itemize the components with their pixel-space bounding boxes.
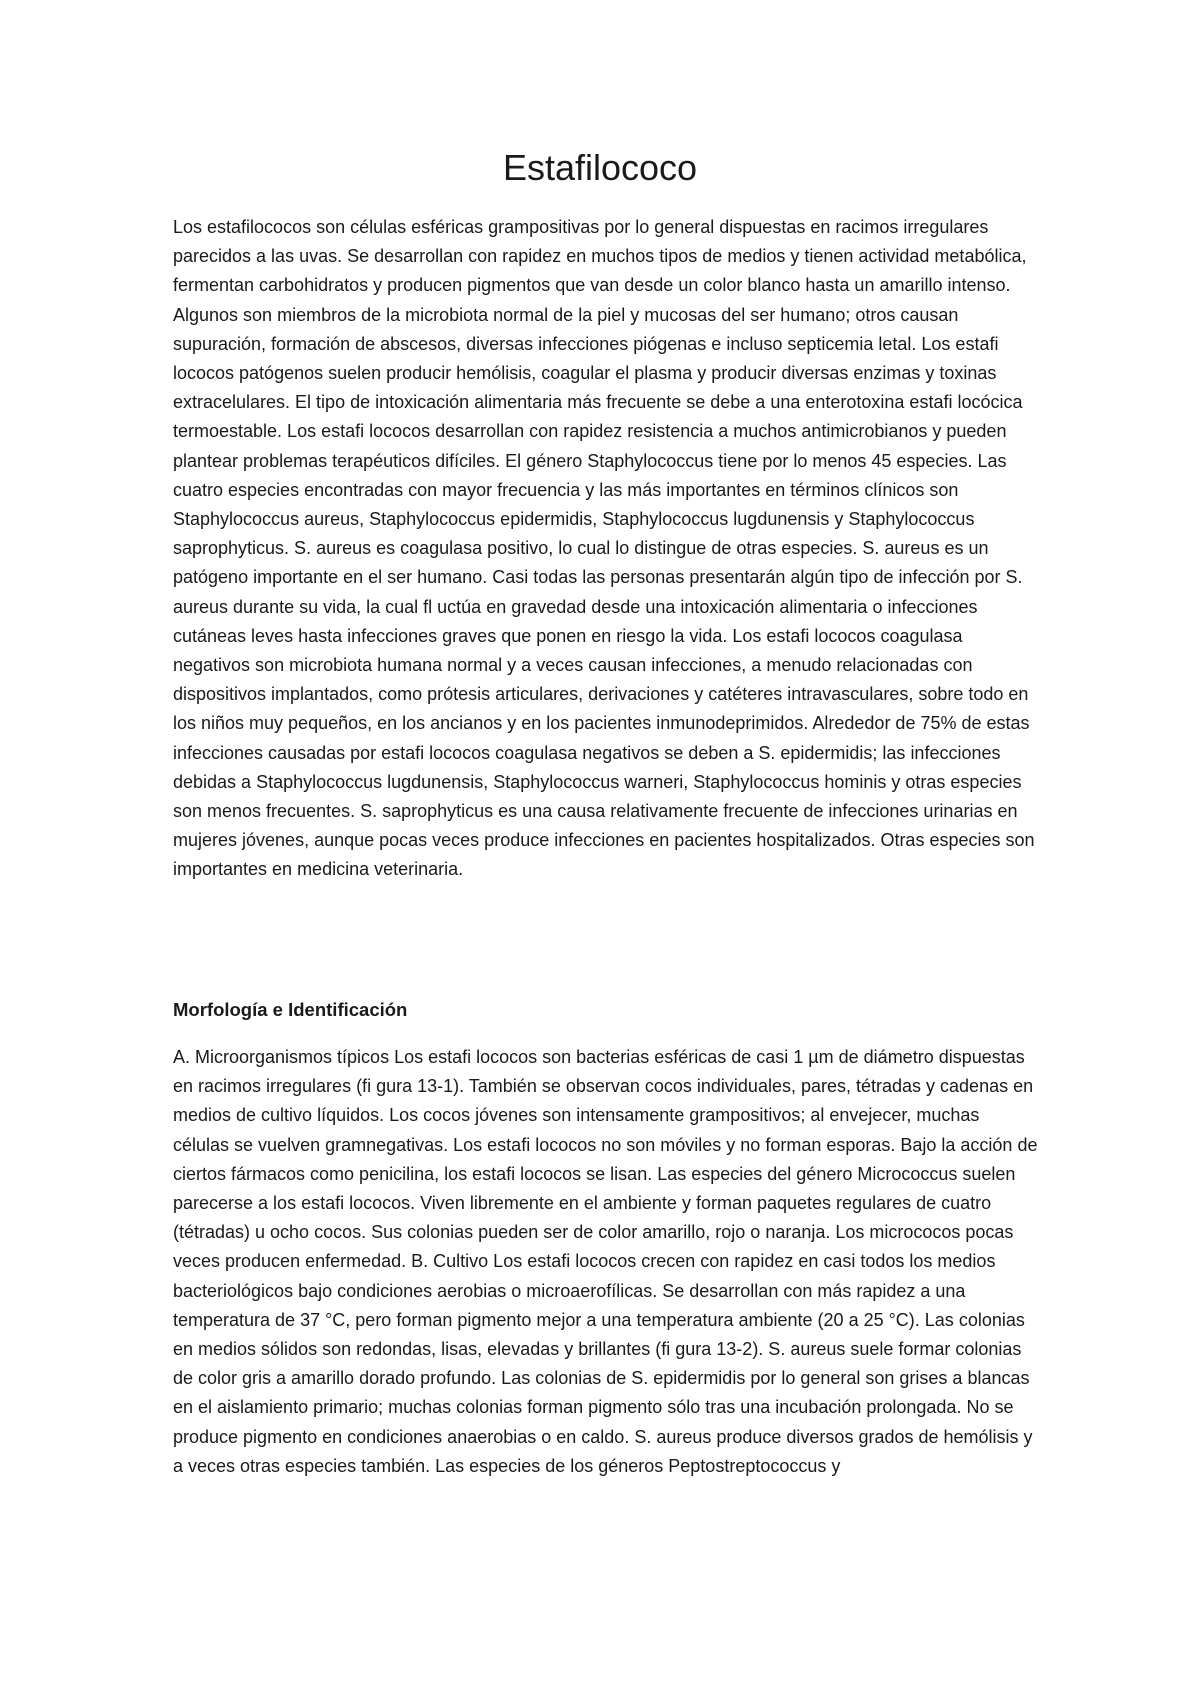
morfologia-paragraph: A. Microorganismos típicos Los estafi lococos son bacterias esféricas de casi 1 µm de diámetro dispuestas en racimos irregulares (fi gura 13-1). También se observan cocos individuales, pares, tétradas y cadenas en medios de cultivo líquidos. Los cocos jóvenes son intensamente grampositivos; al envejecer, muchas células se vuelven gramnegativas. Los estafi lococos no son móviles y no forman esporas. Bajo la acción de ciertos fármacos como penicilina, los estafi lococos se lisan. Las especies del género Micrococcus suelen parecerse a los estafi lococos. Viven libremente en el ambiente y forman paquetes regulares de cuatro (tétradas) u ocho cocos. Sus colonias pueden ser de color amarillo, rojo o naranja. Los micrococos pocas veces producen enfermedad. B. Cultivo Los estafi lococos crecen con rapidez en casi todos los medios bacteriológicos bajo condiciones aerobias o microaerofílicas. Se desarrollan con más rapidez a una temperatura de 37 °C, pero forman pigmento mejor a una temperatura ambiente (20 a 25 °C). Las colonias en medios sólidos son redondas, lisas, elevadas y brillantes (fi gura 13-2). S. aureus suele formar colonias de color gris a amarillo dorado profundo. Las colonias de S. epidermidis por lo general son grises a blancas en el aislamiento primario; muchas colonias forman pigmento sólo tras una incubación prolongada. No se produce pigmento en condiciones anaerobias o en caldo. S. aureus produce diversos grados de hemólisis y a veces otras especies también. Las especies de los géneros Peptostreptococcus y — [173, 1047, 1038, 1476]
intro-paragraph: Los estafilococos son células esféricas grampositivas por lo general dispuestas en racimos irregulares parecidos a las uvas. Se desarrollan con rapidez en muchos tipos de medios y tienen actividad metabólica, fermentan carbohidratos y producen pigmentos que van desde un color blanco hasta un amarillo intenso. Algunos son miembros de la microbiota normal de la piel y mucosas del ser humano; otros causan supuración, formación de abscesos, diversas infecciones piógenas e incluso septicemia letal. Los estafi lococos patógenos suelen producir hemólisis, coagular el plasma y producir diversas enzimas y toxinas extracelulares. El tipo de intoxicación alimentaria más frecuente se debe a una enterotoxina estafi locócica termoestable. Los estafi lococos desarrollan con rapidez resistencia a muchos antimicrobianos y pueden plantear problemas terapéuticos difíciles. El género Staphylococcus tiene por lo menos 45 especies. Las cuatro especies encontradas con mayor frecuencia y las más importantes en términos clínicos son Staphylococcus aureus, Staphylococcus epidermidis, Staphylococcus lugdunensis y Staphylococcus saprophyticus. S. aureus es coagulasa positivo, lo cual lo distingue de otras especies. S. aureus es un patógeno importante en el ser humano. Casi todas las personas presentarán algún tipo de infección por S. aureus durante su vida, la cual fl uctúa en gravedad desde una intoxicación alimentaria o infecciones cutáneas leves hasta infecciones graves que ponen en riesgo la vida. Los estafi lococos coagulasa negativos son microbiota humana normal y a veces causan infecciones, a menudo relacionadas con dispositivos implantados, como prótesis articulares, derivaciones y catéteres intravasculares, sobre todo en los niños muy pequeños, en los ancianos y en los pacientes inmunodeprimidos. Alrededor de 75% de estas infecciones causadas por estafi lococos coagulasa negativos se deben a S. epidermidis; las infecciones debidas a Staphylococcus lugdunensis, Staphylococcus warneri, Staphylococcus hominis y otras especies son menos frecuentes. S. saprophyticus es una causa relativamente frecuente de infecciones urinarias en mujeres jóvenes, aunque pocas veces produce infecciones en pacientes hospitalizados. Otras especies son importantes en medicina veterinaria. — [173, 217, 1035, 880]
section-heading-morfologia: Morfología e Identificación — [173, 999, 408, 1020]
document-title: Estafilococo — [502, 147, 698, 188]
